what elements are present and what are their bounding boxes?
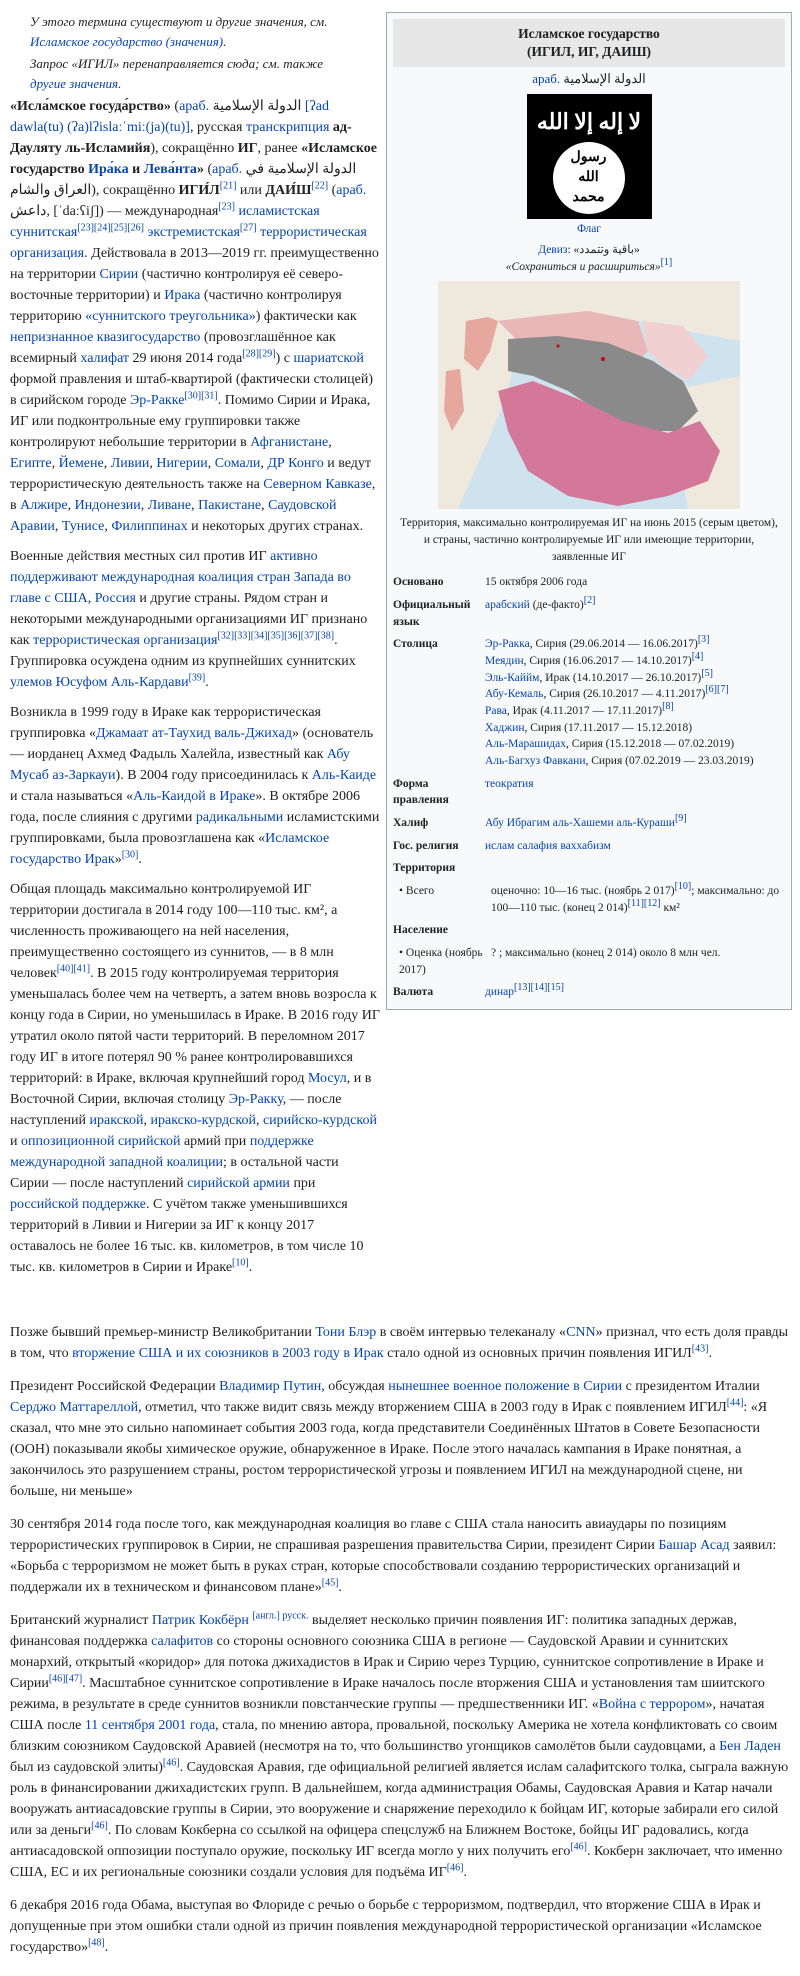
inline-link[interactable]: «суннитского треугольника» [85, 309, 256, 324]
inline-link[interactable]: иракско-курдской [150, 1113, 256, 1128]
ref-link[interactable]: [2] [583, 595, 596, 607]
row-territory-total: • Всего оценочно: 10—16 тыс. (ноябрь 2 017)[10]; максимально: до 100—110 тыс. (конец 2 014)[11][12] км² [399, 881, 780, 914]
inline-link[interactable]: Башар Асад [658, 1538, 730, 1553]
text-run: , [191, 498, 199, 513]
text-run: . С учётом также уменьшившихся территорий в Ливии и Нигерии за ИГ к концу 2017 оставалось не более 16 тыс. кв. километров, в том числе 10 тыс. кв. километров в Сирии и Ираке [10, 1197, 364, 1275]
inline-link[interactable]: араб. [179, 99, 210, 114]
capital-item [485, 736, 785, 753]
ref-link[interactable]: [46] [162, 1757, 180, 1769]
text-run: , [51, 456, 59, 471]
text-run: . Группировка осуждена одним из крупнейших суннитских [10, 633, 356, 669]
inline-link[interactable]: террористическая организация [33, 633, 218, 648]
text-run: داعش, [ˈdaːʕiʃ]) — международная [10, 204, 219, 219]
inline-link[interactable]: российской поддержке [10, 1197, 146, 1212]
text-run: и [10, 1134, 21, 1149]
text-run: . Кокберн заключает, что именно США, ЕС и их региональные союзники создали условия для подъёма ИГ [10, 1844, 783, 1880]
reference [662, 701, 674, 712]
reference [184, 390, 217, 401]
arabic-language-link[interactable]: арабский [485, 598, 530, 611]
text-run: , [260, 456, 268, 471]
inline-link[interactable]: салафитов [151, 1634, 214, 1649]
inline-link[interactable]: Нигерии [156, 456, 208, 471]
body-paragraph [10, 1895, 790, 1958]
ref-link[interactable]: [27] [239, 222, 257, 234]
inline-link[interactable]: халифат [80, 351, 130, 366]
reference [322, 1577, 339, 1588]
inline-link[interactable]: Сомали [214, 456, 261, 471]
caliph-link[interactable]: Абу Ибрагим аль-Хашеми аль-Кураши [485, 817, 675, 830]
capital-city-link[interactable]: Эль-Каййм [485, 671, 540, 684]
text-run: стало одной из основных причин появления ИГИЛ [383, 1346, 692, 1361]
reference [252, 1610, 308, 1621]
text-run: 30 сентября 2014 года после того, как международная коалиция во главе с США стала наносить авиаудары по позициям террористических группировок в Сирии, не спрашивая разрешения правительства Сирии, президент Сирии [10, 1517, 727, 1553]
bold-term: » [196, 162, 204, 177]
row-territory: Территория [393, 862, 456, 875]
inline-link[interactable]: Эр-Ракку [228, 1092, 283, 1107]
inline-link[interactable]: [ʔad dawla(tu) (ʔa)lʔislaːˈmiː(ja)(tu)] [10, 99, 329, 135]
row-population-estimate: • Оценка (ноябрь 2017) ? ; максимально (конец 2 014) около 8 млн чел. [399, 947, 721, 976]
bold-term: ДАИ́Ш [265, 183, 312, 198]
text-run: . [104, 1940, 109, 1955]
ref-link[interactable]: [8] [662, 701, 674, 713]
text-run: заявил: «Борьба с терроризмом не может быть в руках стран, которые способствовали созданию террористических организаций и поддержали их в техническом и финансовом плане» [10, 1538, 777, 1595]
text-run: , [143, 1113, 151, 1128]
inline-link[interactable]: непризнанное квазигосударство [10, 330, 201, 345]
text-run: ; в остальной части Сирии — после наступлений [10, 1155, 339, 1191]
inline-link[interactable]: сирийско-курдской [262, 1113, 377, 1128]
religion-link[interactable]: ислам салафия ваххабизм [485, 839, 611, 852]
reference [122, 849, 139, 860]
inline-link[interactable]: Тони Блэр [315, 1325, 377, 1340]
flag-caption [387, 219, 791, 240]
body-paragraph [10, 1610, 790, 1883]
text-run: . [138, 852, 142, 867]
capital-period: , Сирия (26.10.2017 — 4.11.2017) [543, 688, 706, 701]
text-run: . [708, 1346, 712, 1361]
capital-city-link[interactable]: Абу-Кемаль [485, 688, 544, 701]
capital-item [485, 703, 785, 720]
reference [692, 1343, 709, 1354]
ref-link[interactable]: [1] [660, 256, 673, 268]
ref-link[interactable]: [46] [570, 1841, 587, 1853]
ref-link[interactable]: [32][33][34][35][36][37][38] [217, 630, 335, 642]
reference [57, 963, 90, 974]
motto: Девиз: «باقية وتتمدد» «Сохраниться и расшириться»[1] [505, 243, 673, 273]
lead-paragraph [10, 546, 380, 693]
text-run: с президентом Италии [622, 1379, 760, 1394]
reference [91, 1820, 108, 1831]
text-run: ». В октябре 2006 года, после слияния с другими [10, 789, 361, 825]
text-run: . [205, 675, 209, 690]
capital-item [485, 653, 785, 670]
bold-term: ИГИ́Л [178, 183, 220, 198]
inline-link[interactable]: активно поддерживают международная коалиция стран Запада во главе с США [10, 549, 351, 606]
ref-link[interactable]: [43] [691, 1343, 709, 1355]
text-run: , [54, 519, 62, 534]
body-paragraph [10, 1514, 790, 1598]
text-run: , отметил, что также видит связь между вторжением США в 2003 году в Ирак с появлением ИГИЛ [138, 1400, 727, 1415]
capital-item [485, 720, 785, 737]
text-run: » [114, 852, 122, 867]
inline-link[interactable]: Эр-Ракке [130, 393, 185, 408]
inline-link[interactable]: сирийской армии [187, 1176, 290, 1191]
text-run: , и в Восточной Сирии, включая столицу [10, 1071, 372, 1107]
text-run: , стала, по мнению автора, провальной, поскольку Америка не хотела конфликтовать со своим близким союзником Саудовской Аравией (несмотря на то, что большинство угонщиков самолётов были саудовцами, а [10, 1718, 778, 1754]
text-run: . [338, 1580, 342, 1595]
map-caption: Территория, максимально контролируемая ИГ на июнь 2015 (серым цветом), и страны, частично контролируемые ИГ или имеющие территории, заявленные ИГ [400, 517, 778, 563]
text-run: . Масштабное суннитское сопротивление в Ираке началось после вторжения США и установления там шиитского режима, в результате в среде суннитов возникли повстанческие группы — предшественники ИГ. « [10, 1676, 765, 1712]
text-run: Военные действия местных сил против ИГ [10, 549, 271, 564]
flag-image[interactable] [527, 94, 652, 219]
reference [701, 668, 713, 679]
text-run: 29 июня 2014 года [129, 351, 243, 366]
inline-link[interactable]: Индонезии [74, 498, 141, 513]
hatnote-redirect: Запрос «ИГИЛ» перенаправляется сюда; см. также другие значения. [30, 56, 324, 92]
row-religion: Гос. религия ислам салафия ваххабизм [393, 839, 611, 852]
ref-link[interactable]: [46] [446, 1862, 464, 1874]
inline-link[interactable]: Пакистане [198, 498, 262, 513]
text-run: , в [10, 477, 376, 513]
text-run: ), сокращённо [150, 141, 238, 156]
inline-link[interactable]: Мосул [307, 1071, 347, 1086]
text-run: Президент Российской Федерации [10, 1379, 220, 1394]
inline-link[interactable]: Исламское государство Ирак [10, 831, 330, 867]
bold-term: «Исламское государство [10, 141, 377, 177]
inline-link[interactable]: CNN [566, 1325, 596, 1340]
text-run: . Саудовская Аравия, где официальной религией является ислам салафитского толка, сыграла важную роль в финансировании джихадистских групп. В дальнейшем, когда администрация Обамы, Саудовская Аравия и Катар начали вооружать антиасадовские группы в Сирии, это вооружение и снаряжение переходило к бойцам ИГ, которые забирали его силой или за деньги [10, 1760, 789, 1838]
motto-link[interactable]: Девиз [538, 243, 568, 256]
text-run: и ведут террористическую деятельность также на [10, 456, 372, 492]
text-run: : «Я сказал, что мне это сильно напоминает события 2003 года, когда представители Соединённых Штатов в Совете Безопасности (ООН) показывали якобы химическое оружие, обнаруженное в Ираке. После этого началась кампания в Ираке понятная, а закончилось это разрушением страны, ростом террористической угрозы и появлением ИГИЛ на международной сцене, ни больше, ни меньше» [10, 1400, 768, 1499]
text-run: и некоторых других странах. [187, 519, 364, 534]
inline-link[interactable]: Алжире [20, 498, 68, 513]
reference [698, 635, 710, 646]
map-svg [438, 281, 740, 509]
text-run: , [149, 456, 157, 471]
text-run: الدولة الإسلامية في العراق والشام), сокращённо [10, 162, 357, 198]
text-run: , — после наступлений [10, 1092, 342, 1128]
ref-link[interactable]: [13][14][15] [514, 982, 564, 994]
hatnote [30, 12, 360, 97]
inline-link[interactable]: араб. [336, 183, 367, 198]
reference [189, 672, 206, 683]
capital-period: , Сирия (07.02.2019 — 23.03.2019) [585, 755, 754, 768]
inline-link[interactable]: Джамаат ат-Таухид валь-Джихад [95, 726, 292, 741]
row-currency: Валюта динар[13][14][15] [393, 982, 564, 999]
ref-link[interactable]: [9] [674, 813, 687, 825]
bold-term: и [128, 162, 144, 177]
bold-term: ИГ [237, 141, 258, 156]
text-run: армий при [180, 1134, 250, 1149]
inline-link[interactable]: Аль-Каидой в Ираке [133, 789, 256, 804]
reference [240, 222, 257, 233]
text-run: , [261, 498, 269, 513]
text-run: как [10, 633, 34, 648]
ref-link[interactable]: [6][7] [705, 684, 729, 696]
reference [727, 1397, 744, 1408]
inline-link[interactable]: Война с террором [598, 1697, 706, 1712]
text-run: , ранее [257, 141, 302, 156]
dinar-link[interactable]: динар [485, 986, 515, 999]
ref-link[interactable]: [48] [88, 1937, 105, 1949]
capital-period: , Сирия (15.12.2018 — 07.02.2019) [566, 738, 735, 751]
inline-link[interactable]: экстремистская [147, 225, 240, 240]
text-run: (провозглашённое как всемирный [10, 330, 336, 366]
capital-period: , Сирия (29.06.2014 — 16.06.2017) [529, 638, 698, 651]
text-run: Возникла в 1999 году в Ираке как террористическая группировка « [10, 705, 321, 741]
lead-paragraph [10, 96, 380, 537]
capital-item [485, 636, 785, 653]
row-capital: Столица Эр-Ракка, Сирия (29.06.2014 — 16.06.2017)[3] Меядин, Сирия (16.06.2017 — 14.10.2017)[4] Эль-Каййм, Ирак (14.10.2017 — 26.10.2017)[5] Абу-Кемаль, Сирия (26.10.2017 — 4.11.2017)[6][7] Рава, Ирак (4.11.2017 — 17.11.2017)[8] Хаджин, Сирия (17.11.2017 — 15.12.2018) Аль-Марашидах, Сирия (15.12.2018 — 07.02.2019) Аль-Багхуз Фавкани, Сирия (07.02.2019 — 23.03.2019) [387, 633, 791, 772]
ref-link[interactable]: [44] [726, 1397, 744, 1409]
inline-link[interactable]: Абу Мусаб аз-Заркауи [10, 747, 350, 783]
text-run: . Помимо Сирии и Ирака, ИГ или подконтрольные ему группировки также контролируют небольшие территории в [10, 393, 371, 450]
inline-link[interactable]: Филиппинах [111, 519, 188, 534]
capital-city-link[interactable]: Аль-Багхуз Фавкани [485, 755, 586, 768]
reference [242, 348, 275, 359]
inline-link[interactable]: Владимир Путин [219, 1379, 322, 1394]
text-run: . По словам Кокберна со ссылкой на офицера спецслужб на Ближнем Востоке, бойцы ИГ радовались, когда антиасадовской оппозиции поступало оружие, поскольку ИГ всегда могло у них получить его [10, 1823, 749, 1859]
ref-link[interactable]: [англ.] русск. [252, 1610, 309, 1622]
ref-link[interactable]: [21] [219, 180, 237, 192]
ref-link[interactable]: [10] [232, 1257, 249, 1269]
capital-period: , Ирак (14.10.2017 — 26.10.2017) [539, 671, 702, 684]
text-run: , русская [189, 120, 246, 135]
ref-link[interactable]: [23] [218, 201, 235, 213]
inline-link[interactable]: Ливии [110, 456, 150, 471]
ref-link[interactable]: [22] [311, 180, 329, 192]
capital-period: , Ирак (4.11.2017 — 17.11.2017) [506, 705, 663, 718]
ref-link[interactable]: [30] [121, 849, 139, 861]
inline-link[interactable]: Тунисе [61, 519, 105, 534]
capital-period: , Сирия (17.11.2017 — 15.12.2018) [524, 721, 693, 734]
text-run: . [463, 1865, 467, 1880]
infobox-native-name: араб. الدولة الإسلامية [532, 71, 646, 87]
text-run: ( [203, 162, 213, 177]
flag-shahada: لا إله إلا الله [536, 109, 642, 135]
disambig-link[interactable]: Исламское государство (значения) [30, 34, 224, 50]
inline-link[interactable]: Сирии [99, 267, 139, 282]
text-run: . [248, 1260, 253, 1275]
reference [218, 201, 235, 212]
inline-link[interactable]: араб. [212, 162, 243, 177]
text-run: в своём интервью телеканалу « [376, 1325, 567, 1340]
text-run: , [67, 498, 75, 513]
inline-link[interactable]: суннитская [10, 225, 78, 240]
text-run: исламистскими группировками, была провозглашена как « [10, 810, 380, 846]
reference [163, 1757, 180, 1768]
text-run: или [236, 183, 266, 198]
text-run: ( [328, 183, 337, 198]
row-caliph: Халиф Абу Ибрагим аль-Хашеми аль-Кураши[9] [393, 813, 687, 830]
inline-link[interactable]: Ирака [164, 288, 201, 303]
flag-seal: رسول الله محمد [553, 142, 625, 214]
capital-item [485, 753, 785, 770]
text-run: 6 декабря 2016 года Обама, выступая во Флориде с речью о борьбе с терроризмом, подтвердил, что вторжение США в Ирак и допущенные при этом ошибки стали одной из причин появления международной террористической организации «Исламское государство» [10, 1898, 762, 1955]
capital-item [485, 667, 785, 687]
inline-link[interactable]: Йемене [58, 456, 104, 471]
inline-link[interactable]: улемов [10, 675, 53, 690]
text-run: الدولة الإسلامية [209, 99, 305, 114]
inline-link[interactable]: транскрипция [245, 120, 330, 135]
infobox-title: Исламское государство (ИГИЛ, ИГ, ДАИШ) [393, 19, 785, 67]
ref-link[interactable]: [39] [188, 672, 206, 684]
inline-link[interactable]: Россия [94, 591, 136, 606]
inline-link[interactable]: Ливане [147, 498, 192, 513]
inline-link[interactable]: Бен Ладен [719, 1739, 781, 1754]
row-population: Население [393, 924, 448, 937]
text-run: » признал, что есть доля правды в том, что [10, 1325, 789, 1361]
inline-link[interactable]: Патрик Кокбёрн [151, 1613, 249, 1628]
reference [692, 651, 704, 662]
inline-link[interactable]: Афганистане [250, 435, 329, 450]
inline-link[interactable]: исламистская [238, 204, 320, 219]
text-run: , [103, 456, 111, 471]
lead-paragraph [10, 879, 380, 1278]
lead-paragraph [10, 702, 380, 870]
text-run: и другие страны. Рядом стран и некоторыми международными организациями ИГ признано [10, 591, 368, 627]
text-run: , [87, 591, 95, 606]
text-run: , [328, 435, 332, 450]
text-run: формой правления и штаб-квартирой (фактически столицей) в сирийском городе [10, 372, 373, 408]
ref-link[interactable]: [11][12] [627, 897, 661, 909]
inline-link[interactable]: ДР Конго [267, 456, 324, 471]
ref-link[interactable]: [5] [701, 667, 713, 679]
text-run: », начатая США после [10, 1697, 765, 1733]
reference [311, 180, 328, 191]
reference [77, 222, 144, 233]
text-run: ( [170, 99, 180, 114]
inline-link[interactable]: шариатской [293, 351, 364, 366]
ref-link[interactable]: [28][29] [242, 348, 276, 360]
text-run: выделяет несколько причин появления ИГ: политика западных держав, финансовая поддержка [10, 1613, 737, 1649]
lead-section [10, 96, 380, 1287]
inline-link[interactable]: Египте [10, 456, 52, 471]
ref-link[interactable]: [30][31] [184, 390, 218, 402]
arabic-lang-link[interactable]: араб. [532, 71, 561, 87]
inline-link[interactable]: нынешнее военное положение в Сирии [388, 1379, 623, 1394]
capital-city-link[interactable]: Аль-Марашидах [485, 738, 567, 751]
text-run: , [140, 498, 148, 513]
ref-link[interactable]: [46][47] [48, 1673, 83, 1685]
inline-link[interactable]: поддержке международной западной коалиции [10, 1134, 314, 1170]
flag-link[interactable]: Флаг [576, 223, 602, 236]
inline-link[interactable]: Аль-Каиде [311, 768, 377, 783]
inline-link[interactable]: Саудовской Аравии [10, 498, 337, 534]
inline-link[interactable]: Северном Кавказе [263, 477, 372, 492]
ref-link[interactable]: [3] [697, 634, 710, 646]
text-run: был из саудовской элиты) [10, 1760, 163, 1775]
ref-link[interactable]: [45] [321, 1577, 339, 1589]
inline-link[interactable]: вторжение США и их союзников в 2003 году в Ирак [72, 1346, 384, 1361]
text-run: Позже бывший премьер-министр Великобритании [10, 1325, 316, 1340]
capital-city-link[interactable]: Эр-Ракка [485, 638, 530, 651]
reference [705, 685, 728, 696]
text-run: ). В 2004 году присоединилась к [115, 768, 312, 783]
bold-link[interactable]: Лева́нта [143, 162, 197, 177]
inline-link[interactable]: Серджо Маттареллой [10, 1400, 139, 1415]
text-run: ) с [275, 351, 294, 366]
text-run: , [104, 519, 112, 534]
ref-link[interactable]: [4] [691, 651, 704, 663]
capital-city-link[interactable]: Меядин [485, 655, 524, 667]
text-run: » (основатель — иорданец Ахмед Фадыль Халейла, известный как [10, 726, 374, 762]
capital-period: , Сирия (16.06.2017 — 14.10.2017) [523, 655, 692, 667]
reference [447, 1862, 464, 1873]
body-paragraph [10, 1322, 790, 1364]
text-run: (частично контролируя территорию [10, 288, 342, 324]
hatnote-disambig: У этого термина существуют и другие значения, см. Исламское государство (значения). [30, 14, 328, 50]
inline-link[interactable]: террористическая организация [10, 225, 367, 261]
capital-list [485, 636, 785, 769]
bold-term: «Исла́мское госуда́рство» [10, 99, 171, 114]
text-run: Британский журналист [10, 1613, 152, 1628]
body-paragraph [10, 1376, 790, 1502]
reference [232, 1257, 249, 1268]
inline-link[interactable]: иракской [89, 1113, 144, 1128]
inline-link[interactable]: оппозиционной сирийской [21, 1134, 181, 1149]
territory-map[interactable] [438, 281, 740, 509]
bold-link[interactable]: Ира́ка [88, 162, 129, 177]
infobox [386, 12, 792, 1010]
row-government: Форма правления теократия [393, 777, 534, 807]
reference [49, 1673, 82, 1684]
text-run: (частично контролируя её северо-восточные территории) и [10, 267, 344, 303]
ref-link[interactable]: [23][24][25][26] [77, 222, 144, 234]
row-language: Официальный язык арабский (де-факто)[2] [393, 595, 596, 628]
text-run: , [255, 1113, 263, 1128]
reference [88, 1937, 105, 1948]
text-run: и стала называться « [10, 789, 134, 804]
body-section [10, 1322, 790, 1970]
inline-link[interactable]: радикальными [195, 810, 284, 825]
ref-link[interactable]: [40][41] [56, 963, 91, 975]
text-run: . В 2015 году контролируемая территория уменьшалась более чем на четверть, а затем вновь возросла к концу года в Сирии, но уменьшилась в Ираке. В 2016 году ИГ утратил около пятой части территорий. В переломном 2017 году ИГ в итоге потерял 90 % ранее контролировавшихся территорий: в Ираке, включая крупнейший город [10, 966, 380, 1086]
text-run: при [289, 1176, 316, 1191]
capital-city-link[interactable]: Хаджин [485, 721, 525, 734]
ref-link[interactable]: [46] [91, 1820, 108, 1832]
row-founded: Основано 15 октября 2006 года [393, 576, 588, 589]
ref-link[interactable]: [10] [674, 881, 692, 893]
reference [570, 1841, 587, 1852]
reference [217, 630, 334, 641]
text-run: ) фактически как [255, 309, 357, 324]
theocracy-link[interactable]: теократия [485, 777, 534, 790]
text-run: . Действовала в 2013—2019 гг. преимущественно на территории [10, 246, 379, 282]
text-run: , обсуждая [321, 1379, 389, 1394]
bold-term: ад-Дауляту ль-Исламийя [10, 120, 352, 156]
inline-link[interactable]: 11 сентября 2001 года [84, 1718, 216, 1733]
other-meanings-link[interactable]: другие значения [30, 76, 119, 92]
reference [220, 180, 237, 191]
text-run: со стороны основного союзника США в регионе — Саудовской Аравии и суннитских монархий, открытый «коридор» для потока джихадистов в Ирак и Сирию через Турцию, суннитское сопротивление в Ираке и Сирии [10, 1634, 764, 1691]
inline-link[interactable]: Юсуфом Аль-Кардави [55, 675, 189, 690]
capital-item [485, 686, 785, 703]
capital-city-link[interactable]: Рава [485, 705, 507, 718]
text-run: , [207, 456, 215, 471]
text-run: Общая площадь максимально контролируемой ИГ территории достигала в 2014 году 100—110 тыс. км², а численность проживающего на ней населения, преимущественно состоящего из суннитов, — в 8 млн человек [10, 882, 338, 981]
